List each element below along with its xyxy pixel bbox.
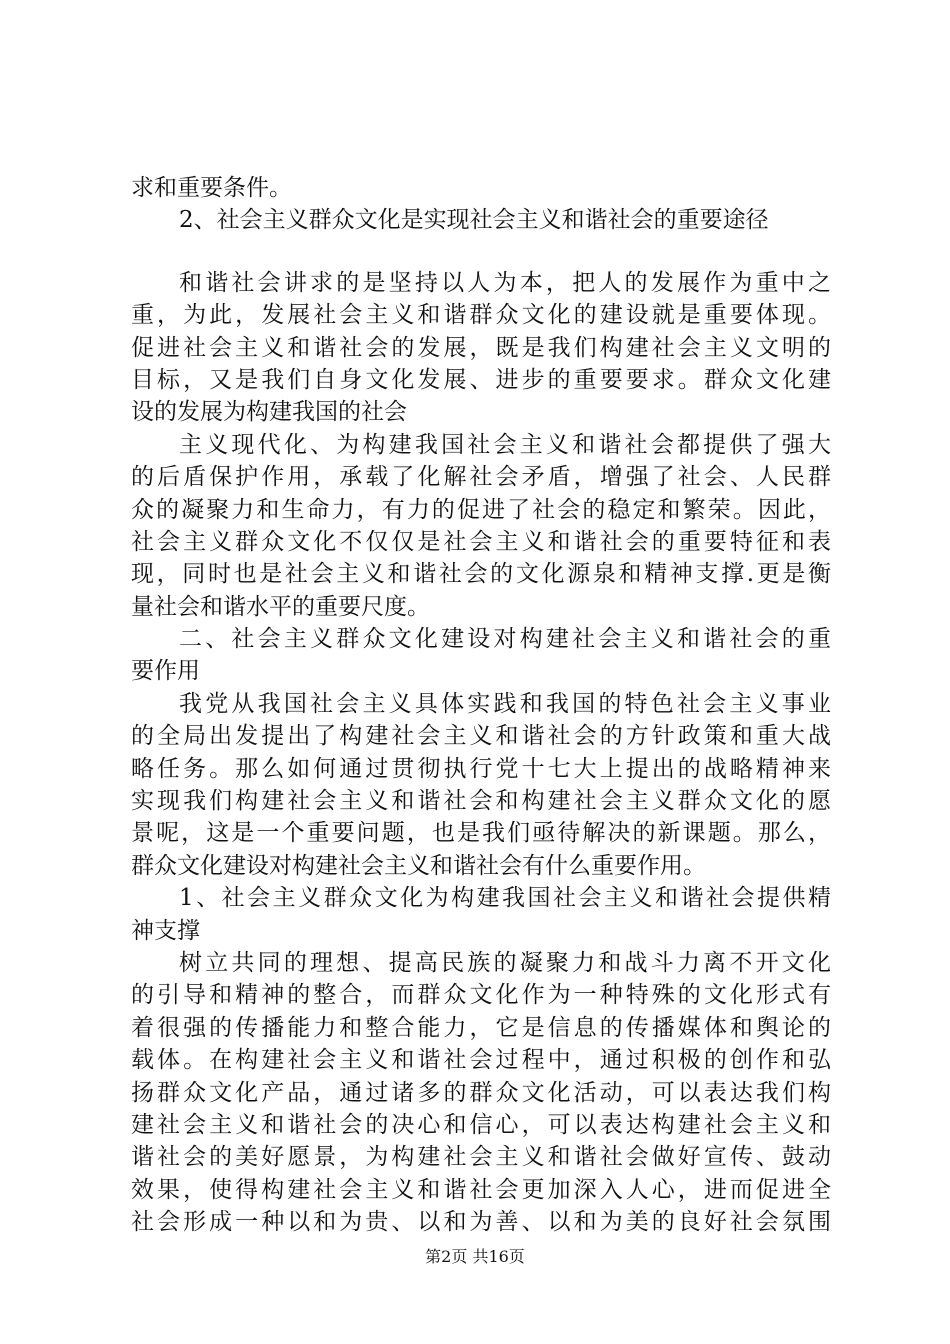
text-line: 我党从我国社会主义具体实践和我国的特色社会主义事业	[179, 690, 831, 717]
text-line: 略任务。那么如何通过贯彻执行党十七大上提出的战略精神来	[131, 755, 831, 782]
text-line: 1、社会主义群众文化为构建我国社会主义和谐社会提供精	[179, 885, 831, 912]
text-line: 重，为此，发展社会主义和谐群众文化的建设就是重要体现。	[131, 302, 831, 329]
text-line: 的后盾保护作用，承载了化解社会矛盾，增强了社会、人民群	[131, 464, 831, 491]
text-line: 的全局出发提出了构建社会主义和谐社会的方针政策和重大战	[131, 723, 831, 750]
document-body	[131, 172, 831, 1239]
text-line: 设的发展为构建我国的社会	[131, 399, 407, 426]
page-footer: 第2页 共16页	[425, 1247, 525, 1266]
text-line: 要作用	[131, 658, 200, 685]
text-line: 求和重要条件。	[131, 175, 292, 201]
text-line: 群众文化建设对构建社会主义和谐社会有什么重要作用。	[131, 852, 706, 879]
text-line: 2、社会主义群众文化是实现社会主义和谐社会的重要途径	[179, 207, 769, 234]
text-line: 社会形成一种以和为贵、以和为善、以和为美的良好社会氛围	[131, 1209, 831, 1236]
text-line: 的引导和精神的整合，而群众文化作为一种特殊的文化形式有	[131, 982, 831, 1009]
text-line: 树立共同的理想、提高民族的凝聚力和战斗力离不开文化	[179, 949, 831, 976]
text-line: 二、社会主义群众文化建设对构建社会主义和谐社会的重	[179, 626, 831, 653]
text-line: 现，同时也是社会主义和谐社会的文化源泉和精神支撑.更是衡	[131, 561, 831, 588]
text-line: 目标，又是我们自身文化发展、进步的重要要求。群众文化建	[131, 366, 831, 393]
text-line: 载体。在构建社会主义和谐社会过程中，通过积极的创作和弘	[131, 1047, 831, 1074]
text-line: 谐社会的美好愿景，为构建社会主义和谐社会做好宣传、鼓动	[131, 1144, 831, 1171]
text-line: 促进社会主义和谐社会的发展，既是我们构建社会主义文明的	[131, 334, 831, 361]
text-line: 实现我们构建社会主义和谐社会和构建社会主义群众文化的愿	[131, 788, 831, 815]
text-line: 效果，使得构建社会主义和谐社会更加深入人心，进而促进全	[131, 1176, 831, 1203]
text-line: 量社会和谐水平的重要尺度。	[131, 593, 430, 620]
text-line: 主义现代化、为构建我国社会主义和谐社会都提供了强大	[179, 431, 831, 458]
text-line: 扬群众文化产品，通过诸多的群众文化活动，可以表达我们构	[131, 1079, 831, 1106]
text-line: 建社会主义和谐社会的决心和信心，可以表达构建社会主义和	[131, 1111, 831, 1138]
text-line: 神支撑	[131, 917, 200, 944]
text-line: 众的凝聚力和生命力，有力的促进了社会的稳定和繁荣。因此，	[131, 496, 831, 523]
paragraph-gap	[131, 237, 831, 267]
text-line: 和谐社会讲求的是坚持以人为本，把人的发展作为重中之	[179, 269, 831, 296]
text-line: 社会主义群众文化不仅仅是社会主义和谐社会的重要特征和表	[131, 528, 831, 555]
text-line: 着很强的传播能力和整合能力，它是信息的传播媒体和舆论的	[131, 1014, 831, 1041]
text-line: 景呢，这是一个重要问题，也是我们亟待解决的新课题。那么，	[131, 820, 831, 847]
